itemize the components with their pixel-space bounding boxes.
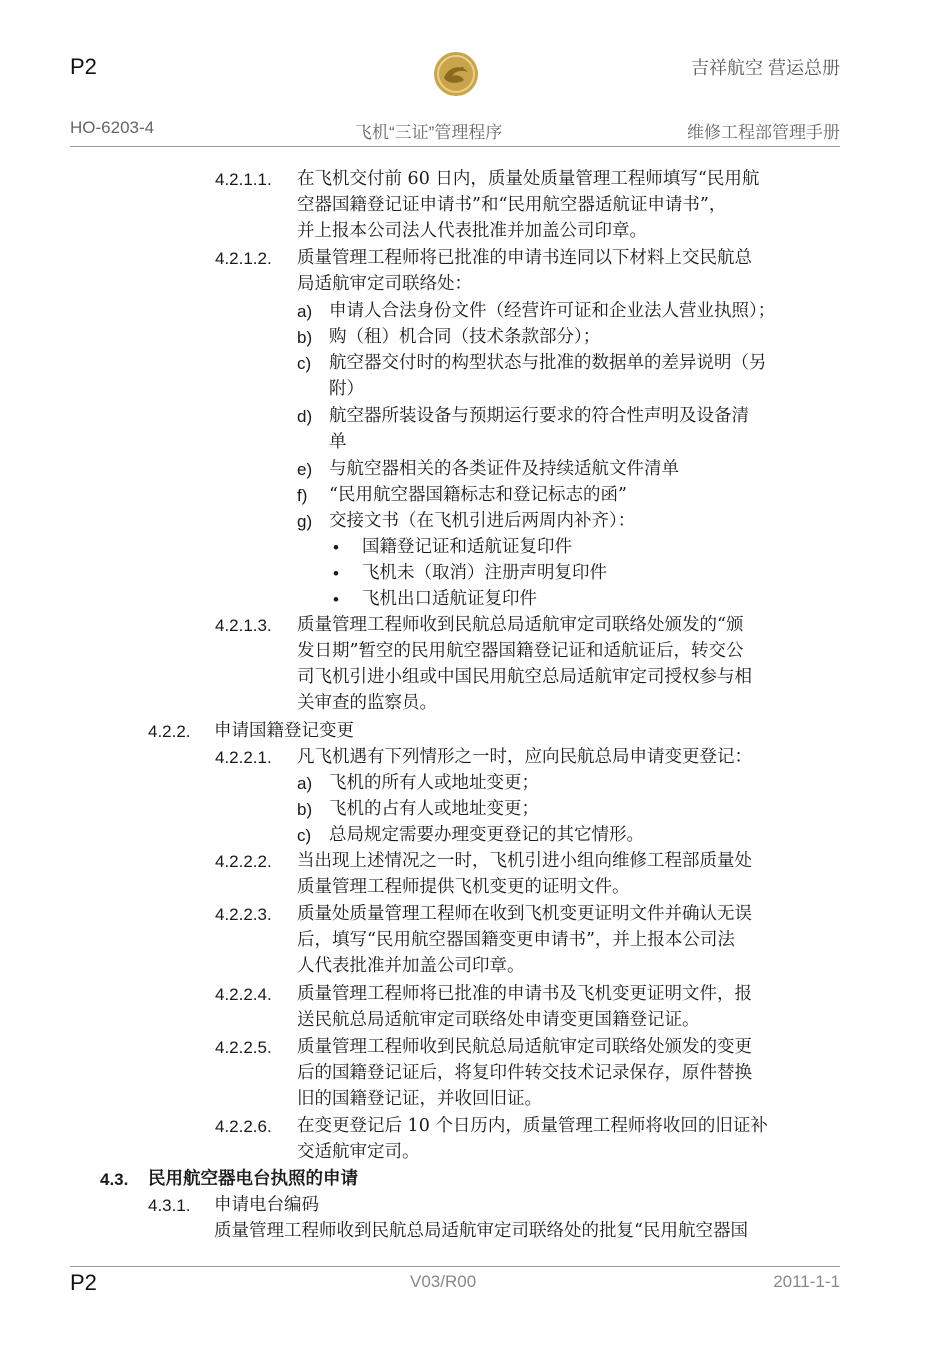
- bullet-marker: •: [333, 538, 339, 557]
- item-number: 4.2.2.5.: [215, 1038, 272, 1057]
- body-text-line: 国籍登记证和适航证复印件: [362, 537, 572, 557]
- body-text-line: 司飞机引进小组或中国民用航空总局适航审定司授权参与相: [297, 667, 752, 687]
- footer-divider: [70, 1266, 840, 1267]
- item-number: 4.2.2.2.: [215, 852, 272, 871]
- body-text-line: 飞机的占有人或地址变更；: [329, 799, 539, 819]
- body-text-line: 航空器所装设备与预期运行要求的符合性声明及设备清: [329, 406, 749, 426]
- body-text-line: 质量管理工程师将已批准的申请书连同以下材料上交民航总: [297, 248, 752, 268]
- body-text-line: 附）: [329, 379, 364, 399]
- body-text-line: “民用航空器国籍标志和登记标志的函”: [329, 485, 627, 505]
- item-number: 4.2.1.1.: [215, 170, 272, 189]
- item-number: e): [297, 460, 313, 479]
- item-number: d): [297, 407, 313, 426]
- body-text-line: 关审查的监察员。: [297, 693, 437, 713]
- item-number: 4.3.1.: [148, 1196, 191, 1215]
- header-doc-title: 飞机“三证”管理程序: [355, 123, 503, 142]
- item-number: 4.2.1.2.: [215, 249, 272, 268]
- body-text-line: 后的国籍登记证后，将复印件转交技术记录保存，原件替换: [297, 1063, 752, 1083]
- item-number: 4.2.1.3.: [215, 616, 272, 635]
- body-text-line: 在飞机交付前 60 日内，质量处质量管理工程师填写“民用航: [297, 169, 760, 189]
- bullet-marker: •: [333, 590, 339, 609]
- header-page-label: P2: [70, 54, 97, 79]
- body-text-line: 质量管理工程师提供飞机变更的证明文件。: [297, 877, 630, 897]
- body-text-line: 申请电台编码: [214, 1195, 319, 1215]
- body-text-line: 人代表批准并加盖公司印章。: [297, 956, 525, 976]
- item-number: a): [297, 302, 313, 321]
- body-text-line: 与航空器相关的各类证件及持续适航文件清单: [329, 459, 679, 479]
- item-number: f): [297, 486, 308, 505]
- item-number: g): [297, 512, 313, 531]
- item-number: a): [297, 774, 313, 793]
- footer-date: 2011-1-1: [773, 1272, 840, 1291]
- item-number: c): [297, 826, 312, 845]
- item-number: 4.2.2.1.: [215, 748, 272, 767]
- body-text-line: 质量管理工程师收到民航总局适航审定司联络处颁发的“颁: [297, 615, 744, 635]
- item-number: b): [297, 800, 313, 819]
- header-doc-code: HO-6203-4: [70, 118, 155, 137]
- body-text-line: 发日期”暂空的民用航空器国籍登记证和适航证后，转交公: [297, 641, 744, 661]
- body-text-line: 飞机的所有人或地址变更；: [329, 773, 539, 793]
- item-number: 4.2.2.: [148, 722, 191, 741]
- body-text-line: 后，填写“民用航空器国籍变更申请书”，并上报本公司法: [297, 930, 735, 950]
- bullet-marker: •: [333, 564, 339, 583]
- footer-version: V03/R00: [410, 1272, 477, 1291]
- body-text-line: 凡飞机遇有下列情形之一时，应向民航总局申请变更登记：: [297, 747, 752, 767]
- item-number: 4.2.2.6.: [215, 1117, 272, 1136]
- airline-logo-icon: [432, 50, 480, 98]
- item-number: 4.3.: [100, 1170, 129, 1189]
- header-company-name: 吉祥航空 营运总册: [690, 58, 840, 78]
- body-text-line: 旧的国籍登记证，并收回旧证。: [297, 1089, 542, 1109]
- body-text-line: 质量管理工程师收到民航总局适航审定司联络处颁发的变更: [297, 1037, 752, 1057]
- body-text-line: 交接文书（在飞机引进后两周内补齐）：: [329, 511, 636, 531]
- item-number: 4.2.2.3.: [215, 905, 272, 924]
- body-text-line: 送民航总局适航审定司联络处申请变更国籍登记证。: [297, 1010, 700, 1030]
- body-text-line: 局适航审定司联络处：: [297, 274, 472, 294]
- body-text-line: 质量管理工程师将已批准的申请书及飞机变更证明文件，报: [297, 984, 752, 1004]
- item-number: b): [297, 328, 313, 347]
- header-divider: [70, 146, 840, 147]
- body-text-line: 并上报本公司法人代表批准并加盖公司印章。: [297, 221, 647, 241]
- item-number: 4.2.2.4.: [215, 985, 272, 1004]
- header-manual-name: 维修工程部管理手册: [687, 123, 840, 142]
- body-text-line: 购（租）机合同（技术条款部分）；: [329, 327, 601, 347]
- body-text-line: 质量管理工程师收到民航总局适航审定司联络处的批复“民用航空器国: [214, 1221, 748, 1241]
- body-text-line: 交适航审定司。: [297, 1142, 420, 1162]
- body-text-line: 飞机出口适航证复印件: [362, 589, 537, 609]
- body-text-line: 单: [329, 432, 347, 452]
- body-text-line: 民用航空器电台执照的申请: [148, 1169, 358, 1189]
- body-text-line: 当出现上述情况之一时，飞机引进小组向维修工程部质量处: [297, 851, 752, 871]
- body-text-line: 航空器交付时的构型状态与批准的数据单的差异说明（另: [329, 353, 767, 373]
- body-text-line: 总局规定需要办理变更登记的其它情形。: [329, 825, 644, 845]
- body-text-line: 空器国籍登记证申请书”和“民用航空器适航证申请书”，: [297, 195, 727, 215]
- body-text-line: 申请国籍登记变更: [214, 721, 354, 741]
- footer-page-label: P2: [70, 1270, 97, 1295]
- body-text-line: 飞机未（取消）注册声明复印件: [362, 563, 607, 583]
- body-text-line: 在变更登记后 10 个日历内，质量管理工程师将收回的旧证补: [297, 1116, 768, 1136]
- body-text-line: 申请人合法身份文件（经营许可证和企业法人营业执照）；: [329, 301, 776, 321]
- item-number: c): [297, 354, 312, 373]
- body-text-line: 质量处质量管理工程师在收到飞机变更证明文件并确认无误: [297, 904, 752, 924]
